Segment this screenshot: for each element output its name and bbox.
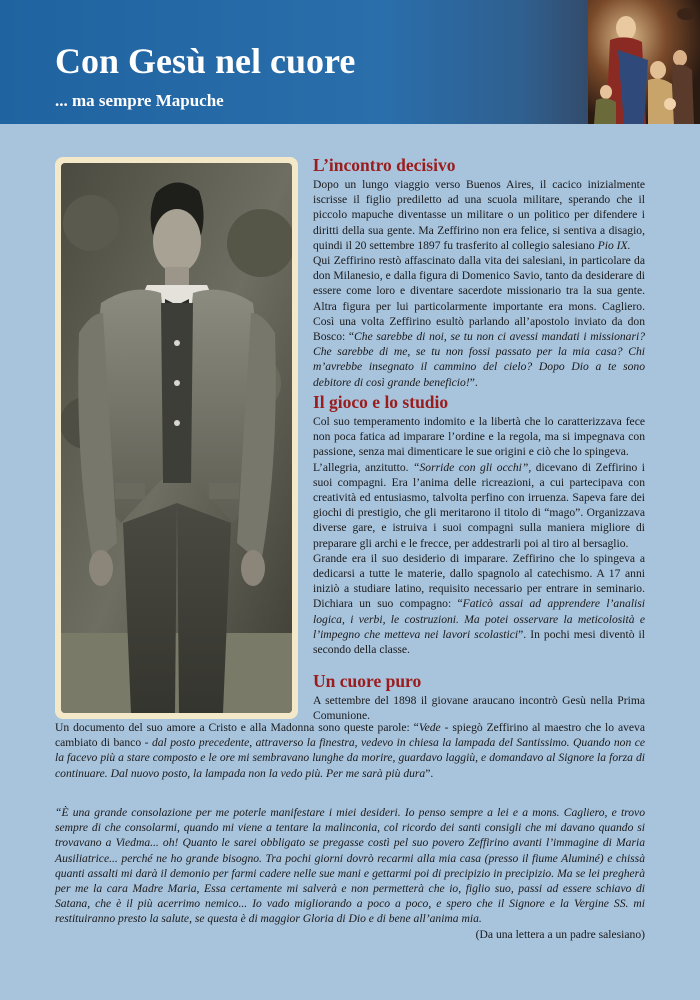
- paragraph: A settembre del 1898 il giovane araucano incontrò Gesù nella Prima Comunione.: [313, 694, 645, 723]
- paragraph: Dopo un lungo viaggio verso Buenos Aires, il cacico inizialmente iscrisse il figlio prediletto ad una scuola militare, sperando che il piccolo mapuche diventasse un militare o un politico per difendere i diritti della sua gente. Ma Zeffirino non era felice, si sentiva a disagio, quindi il 20 settembre 1897 fu trasferito al collegio salesiano Pio IX.: [313, 178, 645, 252]
- section-incontro: [313, 155, 645, 390]
- page-header: [0, 0, 700, 124]
- page-title: Con Gesù nel cuore: [55, 41, 356, 81]
- header-painting: [588, 0, 700, 124]
- section-gioco: [313, 392, 645, 657]
- section-cuore-puro-continued: [55, 720, 645, 781]
- zeffirino-portrait: [61, 163, 292, 713]
- paragraph: L’allegria, anzitutto. “Sorride con gli occhi”, dicevano di Zeffirino i suoi compagni. Era l’anima delle ricreazioni, a cui partecipava con creatività ed entusiasmo, talvolta perfino con irruenza. Sapeva fare dei giochi di prestigio, che gli meritarono il titolo di “mago”. Organizzava diverse gare, e istruiva i suoi compagni sulla maniera migliore di preparare gli archi e le frecce, per addestrarli poi al tiro al bersaglio.: [313, 460, 646, 550]
- paragraph: Qui Zeffirino restò affascinato dalla vita dei salesiani, in particolare da don Milanesio, e dalla figura di Domenico Savio, tanto da desiderare di essere come loro e diventare sacerdote missionario tra la sua gente. Altra figura per lui particolarmente importante era mons. Cagliero. Così una volta Zeffirino esultò parlando all’apostolo inviato da don Bosco: “Che sarebbe di noi, se tu non ci avessi mandati i missionari? Che sarebbe di me, se tu non fossi passato per la mia casa? Chi m’avrebbe insegnato il cammino del cielo? Dopo Dio a te sono debitore di così grande beneficio!”.: [313, 254, 645, 389]
- section-heading-gioco: Il gioco e lo studio: [313, 392, 449, 412]
- letter-text: “È una grande consolazione per me poterle manifestare i miei desideri. Io penso sempre a lei e a mons. Cagliero, e trovo sempre di che consolarmi, quando mi viene a tentare la malinconia, col ricordo dei santi consigli che mi davano quando si trovavano a Viedma... oh! Quanto le sarei obbligato se pregasse costì pel suo povero Zeffirino avanti l’immagine di Maria Ausiliatrice... perché ne ho grande bisogno. Tra pochi giorni dovrò recarmi alla mia casa (presso il fiume Aluminé) e chissà quanti assalti mi darà il demonio per farmi cadere nelle sue mani e gettarmi poi di precipizio in precipizio. Ma se lei pregherà per me la cara Madre Maria, Essa certamente mi salverà e non permetterà che io, figlio suo, passi ad essere schiavo di Satana, che è il più acerrimo nemico... Io vado migliorando a poco a poco, e spero che il Signore e la Vergine SS. mi restituiranno presto la salute, se questa è di maggior Gloria di Dio e di bene all’anima mia.: [55, 806, 645, 926]
- letter-source: (Da una lettera a un padre salesiano): [475, 927, 645, 941]
- photo-frame: [55, 157, 298, 719]
- paragraph: Grande era il suo desiderio di imparare. Zeffirino che lo spingeva a dedicarsi a tutte le materie, dallo spagnolo al catechismo. A 17 anni iniziò a studiare latino, requisito necessario per entrare in seminario. Dichiara un suo compagno: “Faticò assai ad apprendere l’analisi logica, i verbi, le costruzioni. Ma potei osservare la meticolosità e l’impegno che metteva nei lavori scolastici”. In pochi mesi diventò il secondo della classe.: [313, 551, 645, 657]
- paragraph: Un documento del suo amore a Cristo e alla Madonna sono queste parole: “Vede - spiegò Zeffirino al maestro che lo aveva cambiato di banco - dal posto precedente, attraverso la finestra, vedevo in chiesa la lampada del Santissimo. Quando non ce la facevo più a stare composto e le ore mi sembravano lunghe da morire, guardavo laggiù, e domandavo al Signore la forza di continuare. Dal nuovo posto, la lampada non la vedo più. Per me sarà più dura”.: [55, 721, 646, 780]
- letter-quote: [55, 805, 645, 942]
- section-heading-cuore-puro: Un cuore puro: [313, 671, 422, 691]
- section-heading-incontro: L’incontro decisivo: [313, 155, 456, 175]
- page-subtitle: ... ma sempre Mapuche: [55, 91, 224, 110]
- paragraph: Col suo temperamento indomito e la libertà che lo caratterizzava fece non poca fatica ad imparare l’ordine e la regola, ma si impegnava con passione, senza mai dimenticare le sue origini e ciò che lo spingeva.: [313, 415, 645, 459]
- section-cuore-puro: [313, 671, 645, 723]
